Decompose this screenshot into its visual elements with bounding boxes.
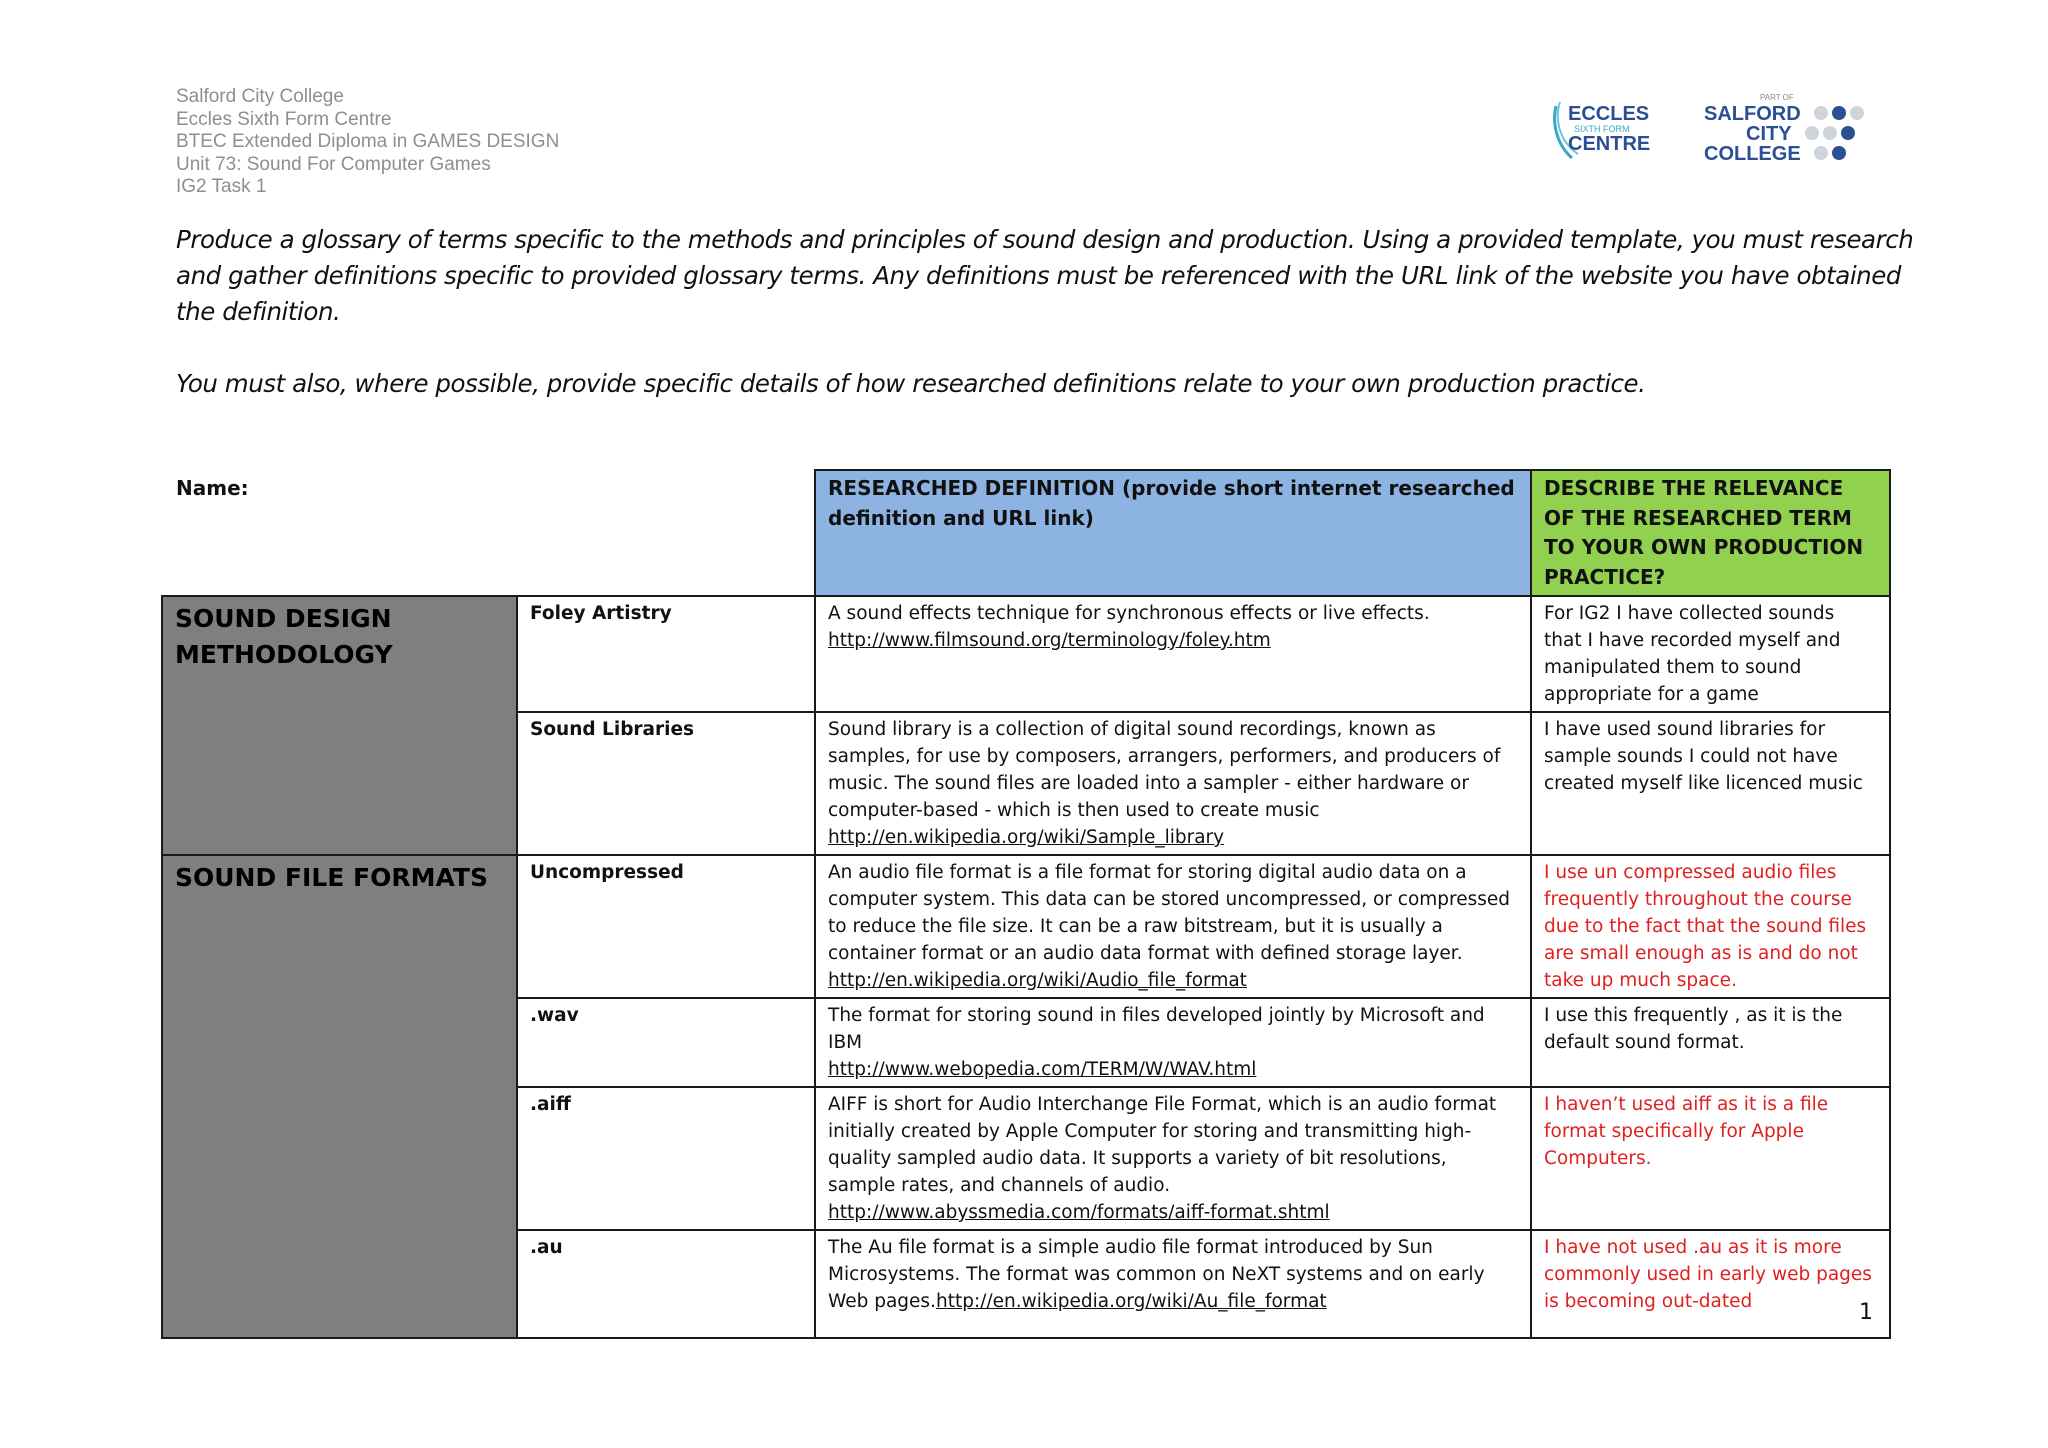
reference-link[interactable]: http://en.wikipedia.org/wiki/Au_file_format <box>935 1291 1327 1312</box>
table-row <box>162 855 1890 998</box>
relevance-column-header: DESCRIBE THE RELEVANCE OF THE RESEARCHED TERM TO YOUR OWN PRODUCTION PRACTICE? <box>1531 470 1890 596</box>
assignment-brief <box>176 222 1936 402</box>
relevance-cell: For IG2 I have collected sounds that I have recorded myself and manipulated them to sound appropriate for a game <box>1531 596 1890 712</box>
brief-paragraph-1: Produce a glossary of terms specific to the methods and principles of sound design and production. Using a provided template, you must research and gather definitions specific to provided glossary terms. Any definitions must be referenced with the URL link of the website you have obtained the definition. <box>176 225 1914 326</box>
eccles-logo-line2: SIXTH FORM <box>1574 124 1630 134</box>
definition-cell <box>815 998 1531 1087</box>
relevance-cell: I use un compressed audio files frequently throughout the course due to the fact that the sound files are small enough as is and do not take up much space. <box>1531 855 1890 998</box>
relevance-cell: I have used sound libraries for sample sounds I could not have created myself like licenced music <box>1531 712 1890 855</box>
eccles-centre-logo <box>1555 102 1651 158</box>
brief-paragraph-2: You must also, where possible, provide specific details of how researched definitions relate to your own production practice. <box>176 369 1646 398</box>
category-sound-design-methodology: SOUND DESIGN METHODOLOGY <box>162 596 517 855</box>
definition-text: An audio file format is a file format for storing digital audio data on a computer system. This data can be stored uncompressed, or compressed to reduce the file size. It can be a raw bitstream, but it is usually a container format or an audio data format with defined storage layer. <box>828 862 1511 964</box>
reference-link[interactable]: http://en.wikipedia.org/wiki/Sample_library <box>828 827 1225 848</box>
college-logos <box>1550 92 1880 172</box>
header-unit: Unit 73: Sound For Computer Games <box>176 153 491 175</box>
definition-cell <box>815 1087 1531 1230</box>
salford-logo-line1: SALFORD <box>1704 103 1801 125</box>
document-header <box>176 86 559 199</box>
relevance-cell: I use this frequently , as it is the default sound format. <box>1531 998 1890 1087</box>
glossary-term: Foley Artistry <box>517 596 815 712</box>
salford-logo-line2: CITY <box>1746 123 1792 145</box>
reference-link[interactable]: http://www.webopedia.com/TERM/W/WAV.html <box>828 1059 1257 1080</box>
definition-text: A sound effects technique for synchronous effects or live effects. <box>828 603 1430 624</box>
glossary-term: .au <box>517 1230 815 1338</box>
reference-link[interactable]: http://en.wikipedia.org/wiki/Audio_file_format <box>828 970 1247 991</box>
header-course: BTEC Extended Diploma in GAMES DESIGN <box>176 131 560 152</box>
relevance-cell: I have not used .au as it is more commonly used in early web pages is becoming out-dated <box>1531 1230 1890 1338</box>
salford-logo-small: PART OF <box>1760 93 1794 102</box>
eccles-logo-line1: ECCLES <box>1568 103 1650 125</box>
reference-link[interactable]: http://www.filmsound.org/terminology/foley.htm <box>828 630 1271 651</box>
salford-logo-line3: COLLEGE <box>1704 143 1801 165</box>
definition-text: The format for storing sound in files developed jointly by Microsoft and IBM <box>828 1005 1485 1053</box>
definition-cell <box>815 855 1531 998</box>
definition-text: AIFF is short for Audio Interchange File Format, which is an audio format initially created by Apple Computer for storing and transmitting high-quality sampled audio data. It supports a variety of bit resolutions, sample rates, and channels of audio. <box>828 1094 1497 1196</box>
eccles-logo-line3: CENTRE <box>1568 133 1651 155</box>
glossary-table <box>161 469 1891 1339</box>
definition-text: The Au file format is a simple audio file format introduced by Sun Microsystems. The format was common on NeXT systems and on early Web pages. <box>828 1237 1485 1312</box>
glossary-term: Sound Libraries <box>517 712 815 855</box>
definition-column-header: RESEARCHED DEFINITION (provide short internet researched definition and URL link) <box>815 470 1531 596</box>
glossary-term: Uncompressed <box>517 855 815 998</box>
name-label: Name: <box>176 476 249 500</box>
table-row <box>162 596 1890 712</box>
definition-cell <box>815 712 1531 855</box>
salford-city-college-logo <box>1704 93 1864 165</box>
glossary-term: .aiff <box>517 1087 815 1230</box>
header-centre: Eccles Sixth Form Centre <box>176 108 392 130</box>
page-number: 1 <box>1859 1300 1873 1325</box>
reference-link[interactable]: http://www.abyssmedia.com/formats/aiff-format.shtml <box>828 1202 1330 1223</box>
relevance-cell: I haven’t used aiff as it is a file format specifically for Apple Computers. <box>1531 1087 1890 1230</box>
glossary-term: .wav <box>517 998 815 1087</box>
definition-cell <box>815 596 1531 712</box>
header-college: Salford City College <box>176 86 344 107</box>
category-sound-file-formats: SOUND FILE FORMATS <box>162 855 517 1338</box>
table-header-row <box>162 470 1890 596</box>
header-task: IG2 Task 1 <box>176 176 267 197</box>
definition-cell <box>815 1230 1531 1338</box>
definition-text: Sound library is a collection of digital sound recordings, known as samples, for use by composers, arrangers, performers, and producers of music. The sound files are loaded into a sampler - either hardware or computer-based - which is then used to create music <box>828 719 1501 821</box>
